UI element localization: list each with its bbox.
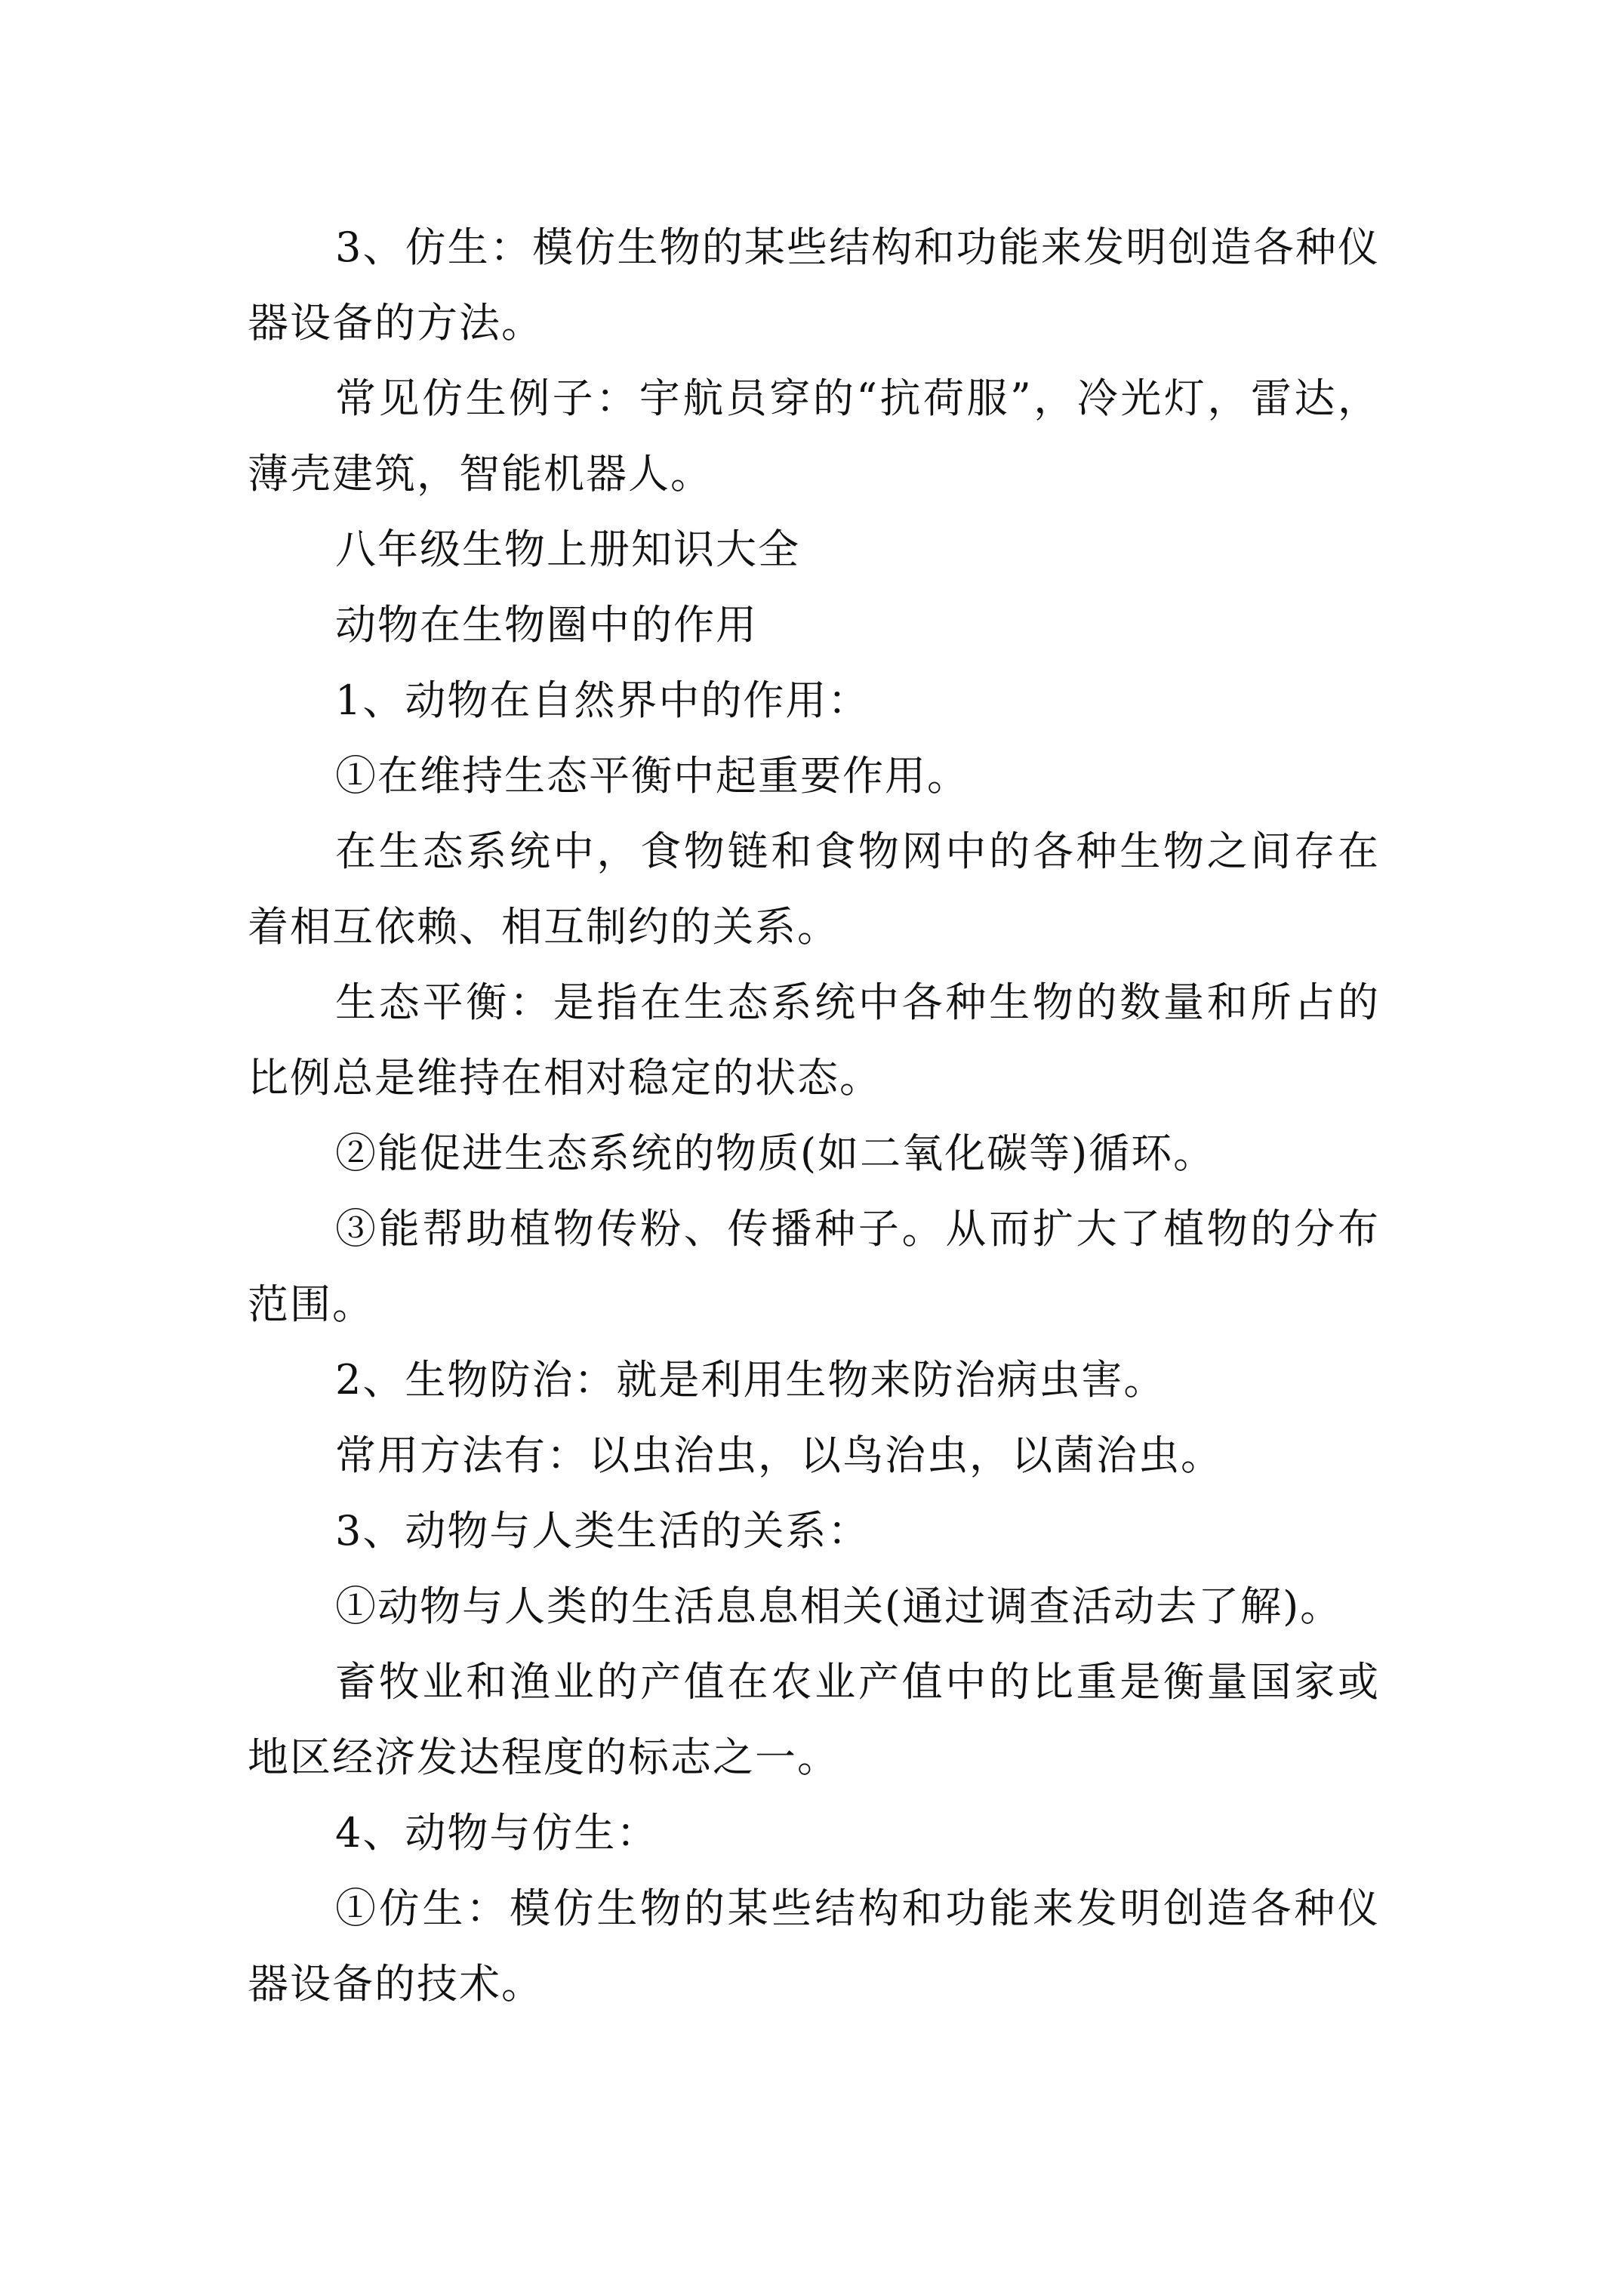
paragraph-food-chain: 在生态系统中，食物链和食物网中的各种生物之间存在着相互依赖、相互制约的关系。 xyxy=(248,827,1380,951)
paragraph-bionics-definition: 3、仿生：模仿生物的某些结构和功能来发明创造各种仪器设备的方法。 xyxy=(248,223,1380,347)
paragraph-ecological-balance: 生态平衡：是指在生态系统中各种生物的数量和所占的比例总是维持在相对稳定的状态。 xyxy=(248,978,1380,1102)
paragraph-common-methods: 常用方法有：以虫治虫，以鸟治虫，以菌治虫。 xyxy=(335,1432,1223,1479)
paragraph-subsection-title: 动物在生物圈中的作用 xyxy=(335,601,758,649)
document-body xyxy=(248,210,1380,2022)
paragraph-livestock: 畜牧业和渔业的产值在农业产值中的比重是衡量国家或地区经济发达程度的标志之一。 xyxy=(248,1658,1380,1781)
paragraph-bionics-examples: 常见仿生例子：宇航员穿的“抗荷服”，冷光灯，雷达，薄壳建筑，智能机器人。 xyxy=(248,374,1380,498)
paragraph-point-4: 4、动物与仿生： xyxy=(335,1809,659,1857)
paragraph-point-4a: ①仿生：模仿生物的某些结构和功能来发明创造各种仪器设备的技术。 xyxy=(248,1885,1380,2008)
paragraph-point-1c: ③能帮助植物传粉、传播种子。从而扩大了植物的分布范围。 xyxy=(248,1205,1380,1328)
paragraph-point-1: 1、动物在自然界中的作用： xyxy=(335,676,870,724)
paragraph-section-title: 八年级生物上册知识大全 xyxy=(335,525,800,573)
paragraph-point-2: 2、生物防治：就是利用生物来防治病虫害。 xyxy=(335,1356,1166,1404)
paragraph-point-1b: ②能促进生态系统的物质(如二氧化碳等)循环。 xyxy=(335,1130,1216,1177)
paragraph-point-3a: ①动物与人类的生活息息相关(通过调查活动去了解)。 xyxy=(335,1583,1343,1630)
paragraph-point-1a: ①在维持生态平衡中起重要作用。 xyxy=(335,752,969,800)
paragraph-point-3: 3、动物与人类生活的关系： xyxy=(335,1507,870,1555)
